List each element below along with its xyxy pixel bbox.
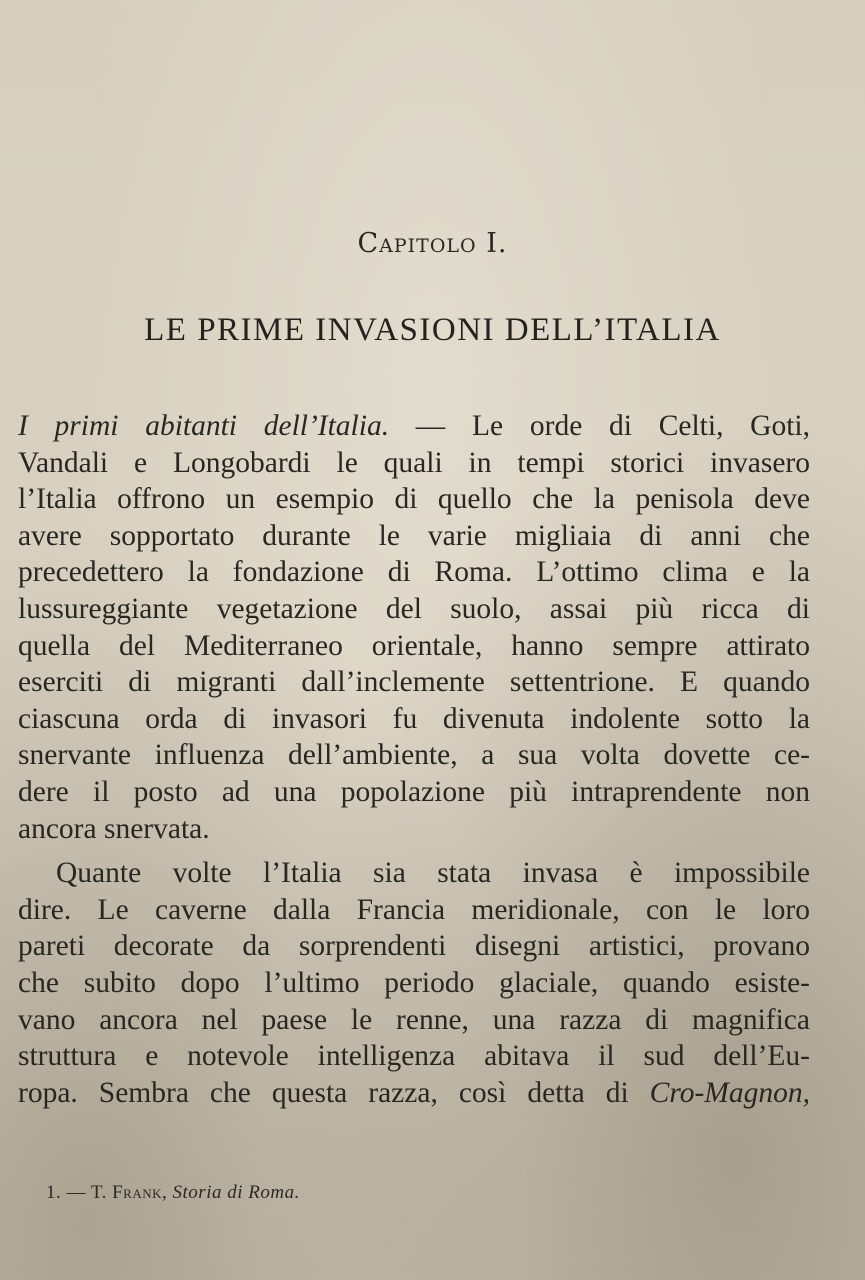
- paragraph-2-line-5: vano ancora nel paese le renne, una razza di magnifica: [18, 1003, 810, 1036]
- paragraph-2-line-4: che subito dopo l’ultimo periodo glaciale, quando esiste-: [18, 966, 810, 999]
- paragraph-1-line-1-text: — Le orde di Celti, Goti,: [389, 410, 810, 442]
- paragraph-1-line-3: l’Italia offrono un esempio di quello che la penisola deve: [18, 483, 810, 516]
- paragraph-1-line-2: Vandali e Longobardi le quali in tempi storici invasero: [18, 446, 810, 479]
- paragraph-1-line-11: dere il posto ad una popolazione più intraprendente non: [18, 775, 810, 808]
- paragraph-1-line-8: eserciti di migranti dall’inclemente settentrione. E quando: [18, 666, 810, 699]
- paragraph-2-line-3: pareti decorate da sorprendenti disegni artistici, provano: [18, 930, 810, 963]
- paragraph-1-line-9: ciascuna orda di invasori fu divenuta indolente sotto la: [18, 702, 810, 735]
- paragraph-1-line-12: ancora snervata.: [18, 812, 210, 845]
- paragraph-1-line-6: lussureggiante vegetazione del suolo, assai più ricca di: [18, 592, 810, 625]
- footnote-number: 1. — T.: [46, 1182, 113, 1203]
- paragraph-2-line-7: [18, 1075, 810, 1112]
- paragraph-1-line-4: avere sopportato durante le varie migliaia di anni che: [18, 519, 810, 552]
- footnote-author: Frank,: [112, 1182, 168, 1203]
- paragraph-2-line-2: dire. Le caverne dalla Francia meridionale, con le loro: [18, 893, 810, 926]
- paragraph-1-line-1: [18, 408, 810, 445]
- paragraph-1-line-10: snervante influenza dell’ambiente, a sua volta dovette ce-: [18, 739, 810, 772]
- chapter-label: Capitolo I.: [357, 228, 508, 259]
- paragraph-2-line-7-text: ropa. Sembra che questa razza, così detta di: [18, 1076, 650, 1109]
- section-lead-italic: I primi abitanti dell’Italia.: [18, 410, 390, 442]
- paragraph-2-line-6: struttura e notevole intelligenza abitava il sud dell’Eu-: [18, 1040, 810, 1073]
- footnote-title: Storia di Roma.: [172, 1182, 300, 1203]
- paragraph-1-line-7: quella del Mediterraneo orientale, hanno sempre attirato: [18, 629, 810, 662]
- cro-magnon-italic: Cro-Magnon,: [649, 1076, 810, 1109]
- paragraph-1-line-5: precedettero la fondazione di Roma. L’ottimo clima e la: [18, 556, 810, 589]
- chapter-title: LE PRIME INVASIONI DELL’ITALIA: [144, 312, 721, 348]
- paragraph-gap: [18, 847, 810, 855]
- body-text: [18, 408, 810, 1111]
- paragraph-2-line-1: Quante volte l’Italia sia stata invasa è impossibile: [56, 857, 810, 890]
- footnote: [46, 1182, 300, 1204]
